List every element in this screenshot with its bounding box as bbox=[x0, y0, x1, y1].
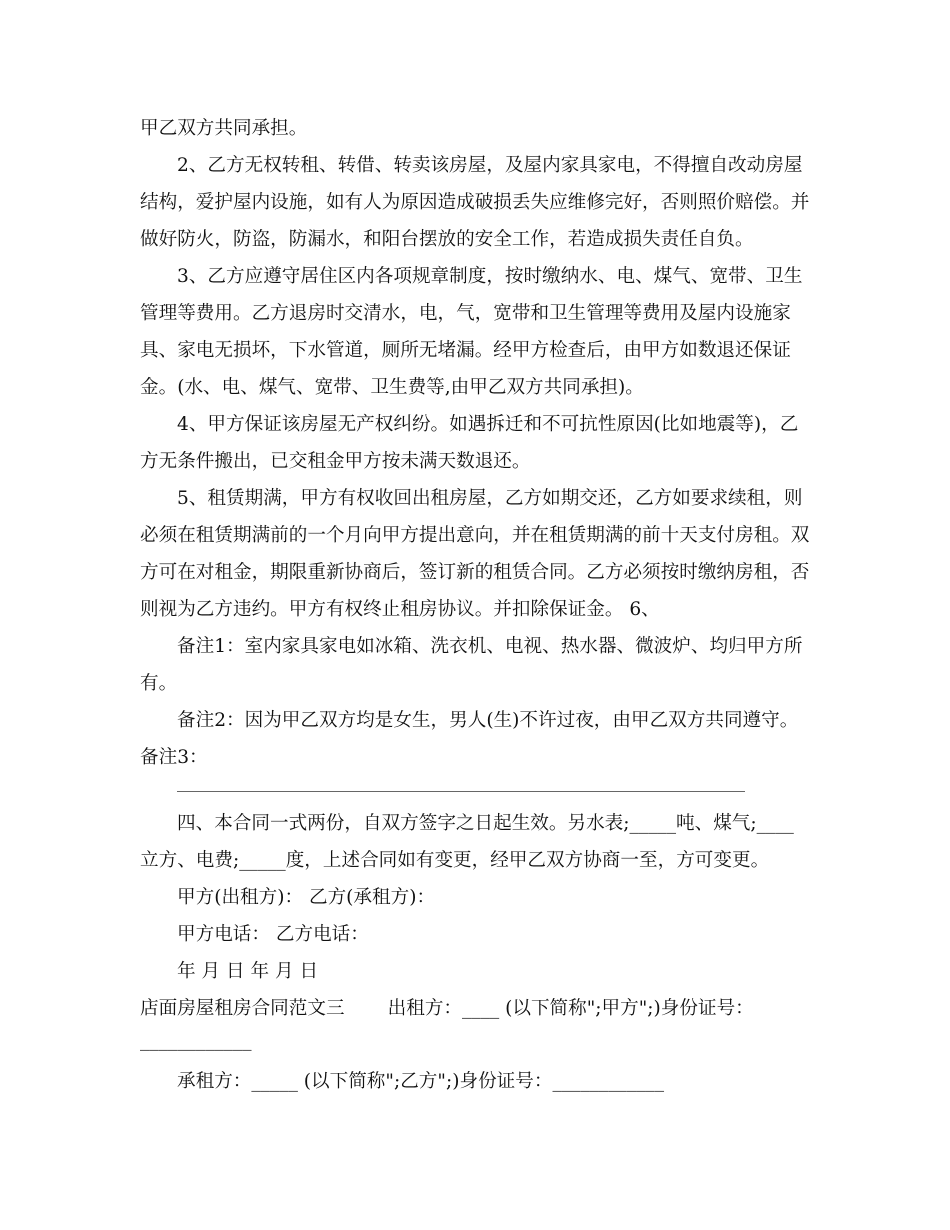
clause-4-line: 4、甲方保证该房屋无产权纠纷。如遇拆迁和不可抗性原因(比如地震等)，乙 bbox=[177, 414, 799, 435]
paragraph-line: 立方、电费;_____度，上述合同如有变更，经甲乙双方协商一至，方可变更。 bbox=[140, 850, 770, 871]
paragraph-line: 方无条件搬出，已交租金甲方按未满天数退还。 bbox=[140, 451, 531, 472]
paragraph-line: 则视为乙方违约。甲方有权终止租房协议。并扣除保证金。 6、 bbox=[140, 599, 660, 620]
paragraph-line: 结构，爱护屋内设施，如有人为原因造成破损丢失应维修完好，否则照价赔偿。并 bbox=[140, 192, 810, 213]
clause-5-line: 5、租赁期满，甲方有权收回出租房屋，乙方如期交还，乙方如要求续租，则 bbox=[177, 488, 803, 509]
blank-line: ____________ bbox=[140, 1030, 252, 1051]
horizontal-rule bbox=[177, 791, 745, 792]
note-2-line: 备注2：因为甲乙双方均是女生，男人(生)不许过夜，由甲乙双方共同遵守。 bbox=[177, 710, 799, 731]
note-1-line: 备注1：室内家具家电如冰箱、洗衣机、电视、热水器、微波炉、均归甲方所 bbox=[177, 636, 803, 657]
paragraph-line: 做好防火，防盗，防漏水，和阳台摆放的安全工作，若造成损失责任自负。 bbox=[140, 229, 754, 250]
contract-heading-line: 店面房屋租房合同范文三 出租方：____ (以下简称";甲方";)身份证号： bbox=[140, 998, 754, 1019]
paragraph-line: 方可在对租金，期限重新协商后，签订新的租赁合同。乙方必须按时缴纳房租，否 bbox=[140, 562, 810, 583]
lessee-line: 承租方：_____ (以下简称";乙方";)身份证号：____________ bbox=[177, 1071, 665, 1092]
paragraph-line: 甲乙双方共同承担。 bbox=[140, 118, 308, 139]
note-3-line: 备注3： bbox=[140, 747, 208, 768]
paragraph-line: 具、家电无损坏，下水管道，厕所无堵漏。经甲方检查后，由甲方如数退还保证 bbox=[140, 340, 791, 361]
paragraph-line: 金。(水、电、煤气、宽带、卫生费等,由甲乙双方共同承担)。 bbox=[140, 377, 644, 398]
paragraph-line: 必须在租赁期满前的一个月向甲方提出意向，并在租赁期满的前十天支付房租。双 bbox=[140, 525, 810, 546]
party-signature-line: 甲方(出租方)： 乙方(承租方)： bbox=[177, 887, 436, 908]
paragraph-line: 有。 bbox=[140, 673, 178, 694]
section-4-line: 四、本合同一式两份，自双方签字之日起生效。另水表;_____吨、煤气;____ bbox=[177, 813, 794, 834]
clause-3-line: 3、乙方应遵守居住区内各项规章制度，按时缴纳水、电、煤气、宽带、卫生 bbox=[177, 266, 803, 287]
date-line: 年 月 日 年 月 日 bbox=[177, 961, 319, 982]
clause-2-line: 2、乙方无权转租、转借、转卖该房屋，及屋内家具家电，不得擅自改动房屋 bbox=[177, 155, 803, 176]
party-phone-line: 甲方电话： 乙方电话： bbox=[177, 924, 369, 945]
paragraph-line: 管理等费用。乙方退房时交清水，电，气，宽带和卫生管理等费用及屋内设施家 bbox=[140, 303, 791, 324]
